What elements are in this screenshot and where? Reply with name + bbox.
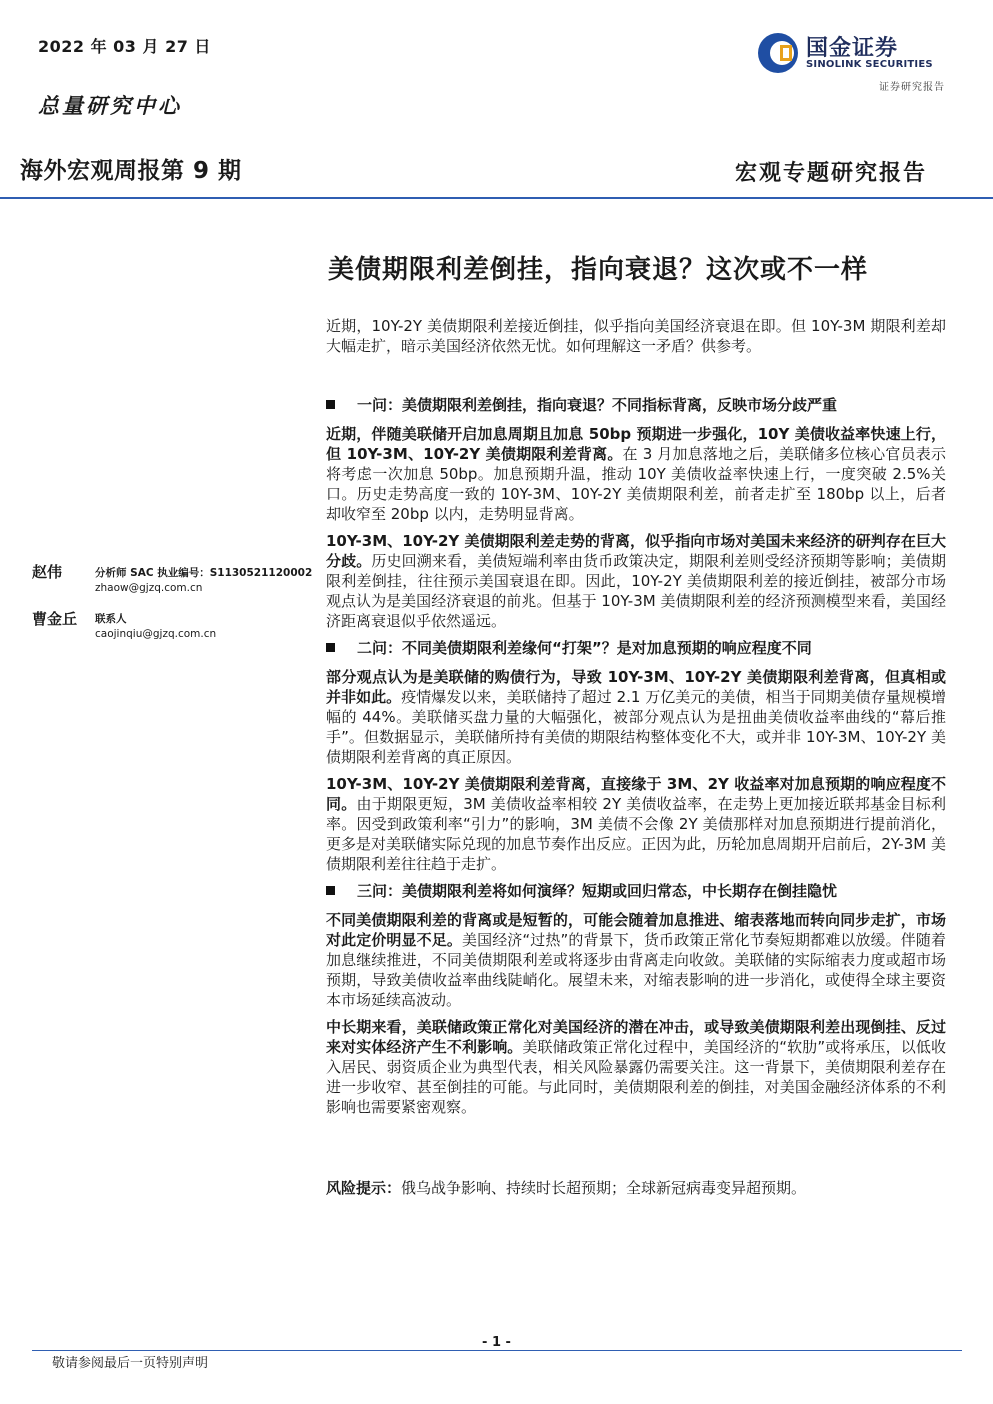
author-role: 联系人: [95, 613, 127, 625]
paragraph: 不同美债期限利差的背离或是短暂的，可能会随着加息推进、缩表落地而转向同步走扩，市场对此定价明显不足。美国经济“过热”的背景下，货币政策正常化节奏短期都难以放缓。伴随着加息继续推进，不同美债期限利差或将逐步由背离走向收敛。美联储的实际缩表力度或超市场预期，导致美债收益率曲线陡峭化。展望未来，对缩表影响的进一步消化，或使得全球主要资本市场延续高波动。: [326, 911, 946, 1009]
report-category-label: 证券研究报告: [879, 82, 945, 93]
author-email[interactable]: zhaow@gjzq.com.cn: [95, 582, 203, 594]
sinolink-logo-icon: [756, 31, 800, 75]
author-name: 曹金丘: [32, 610, 78, 628]
report-body: [326, 395, 946, 1124]
author-info: [95, 566, 312, 596]
author-info: [95, 612, 216, 642]
company-logo: [756, 31, 946, 79]
author-email[interactable]: caojinqiu@gjzq.com.cn: [95, 628, 217, 640]
research-center-name: 总量研究中心: [38, 93, 182, 118]
intro-paragraph: [326, 316, 946, 363]
paragraph: 10Y-3M、10Y-2Y 美债期限利差走势的背离，似乎指向市场对美国未来经济的研判存在巨大分歧。历史回溯来看，美债短端利率由货币政策决定，期限利差则受经济预期等影响；美债期限利差倒挂，往往预示美国衰退在即。因此，10Y-2Y 美债期限利差的接近倒挂，被部分市场观点认为是美国经济衰退的前兆。但基于 10Y-3M 美债期限利差的经济预测模型来看，美国经济距离衰退似乎依然遥远。: [326, 532, 946, 630]
report-series-title: 海外宏观周报第 9 期: [20, 158, 242, 184]
paragraph: 10Y-3M、10Y-2Y 美债期限利差背离，直接缘于 3M、2Y 收益率对加息预期的响应程度不同。由于期限更短，3M 美债收益率相较 2Y 美债收益率，在走势上更加接近联邦基金目标利率。因受到政策利率“引力”的影响，3M 美债不会像 2Y 美债那样对加息预期进行提前消化，更多是对美联储实际兑现的加息节奏作出反应。正因为此，历轮加息周期开启前后，2Y-3M 美债期限利差往往趋于走扩。: [326, 775, 946, 873]
page-number: - 1 -: [482, 1335, 511, 1350]
paragraph: 中长期来看，美联储政策正常化对美国经济的潜在冲击，或导致美债期限利差出现倒挂、反过来对实体经济产生不利影响。美联储政策正常化过程中，美国经济的“软肋”或将承压，以低收入居民、弱资质企业为典型代表，相关风险暴露仍需要关注。这一背景下，美债期限利差存在进一步收窄、甚至倒挂的可能。与此同时，美债期限利差的倒挂，对美国金融经济体系的不利影响也需要紧密观察。: [326, 1018, 946, 1116]
footer-disclaimer: 敬请参阅最后一页特别声明: [52, 1356, 209, 1371]
author-role: 分析师 SAC 执业编号：S1130521120002: [95, 567, 313, 579]
bullet-square-icon: [326, 886, 335, 895]
risk-label: 风险提示：: [326, 1179, 402, 1197]
logo-english-name: SINOLINK SECURITIES: [806, 59, 933, 70]
section-heading: 二问：不同美债期限利差缘何“打架”？是对加息预期的响应程度不同: [326, 638, 946, 658]
intro-text: 近期，10Y-2Y 美债期限利差接近倒挂，似乎指向美国经济衰退在即。但 10Y-3M 期限利差却大幅走扩，暗示美国经济依然无忧。如何理解这一矛盾？供参考。: [326, 317, 946, 355]
author-name: 赵伟: [32, 563, 63, 581]
paragraph: 部分观点认为是美联储的购债行为，导致 10Y-3M、10Y-2Y 美债期限利差背离，但真相或并非如此。疫情爆发以来，美联储持了超过 2.1 万亿美元的美债，相当于同期美债存量规模增幅的 44%。美联储买盘力量的大幅强化，被部分观点认为是扭曲美债收益率曲线的“幕后推手”。但数据显示，美联储所持有美债的期限结构整体变化不大，或并非 10Y-3M、10Y-2Y 美债期限利差背离的真正原因。: [326, 668, 946, 766]
bullet-square-icon: [326, 643, 335, 652]
risk-warning: [326, 1178, 946, 1198]
footer-divider: [32, 1350, 962, 1351]
section-heading: 三问：美债期限利差将如何演绎？短期或回归常态，中长期存在倒挂隐忧: [326, 881, 946, 901]
risk-text: 俄乌战争影响、持续时长超预期；全球新冠病毒变异超预期。: [401, 1179, 807, 1197]
header-divider: [0, 197, 993, 199]
report-date: 2022 年 03 月 27 日: [38, 37, 211, 56]
bullet-square-icon: [326, 400, 335, 409]
section-heading: 一问：美债期限利差倒挂，指向衰退？不同指标背离，反映市场分歧严重: [326, 395, 946, 415]
paragraph: 近期，伴随美联储开启加息周期且加息 50bp 预期进一步强化，10Y 美债收益率快速上行，但 10Y-3M、10Y-2Y 美债期限利差背离。在 3 月加息落地之后，美联储多位核心官员表示将考虑一次加息 50bp。加息预期升温，推动 10Y 美债收益率快速上行，一度突破 2.5%关口。历史走势高度一致的 10Y-3M、10Y-2Y 美债期限利差，前者走扩至 180bp 以上，后者却收窄至 20bp 以内，走势明显背离。: [326, 425, 946, 523]
logo-chinese-name: 国金证券: [806, 36, 899, 61]
report-type: 宏观专题研究报告: [734, 160, 927, 186]
report-title: 美债期限利差倒挂，指向衰退？这次或不一样: [328, 255, 869, 285]
